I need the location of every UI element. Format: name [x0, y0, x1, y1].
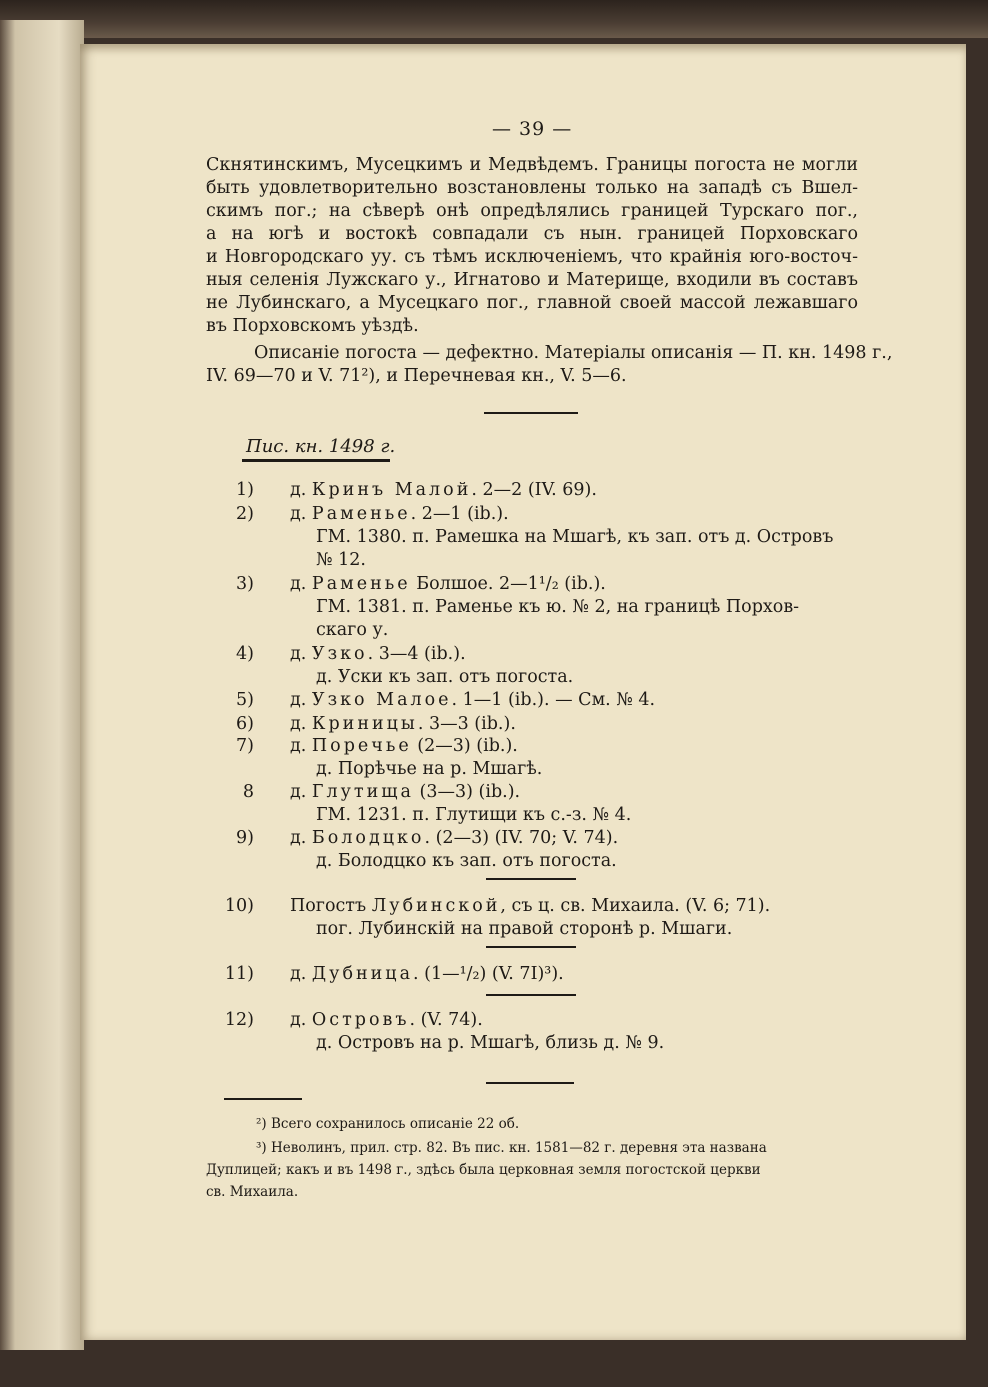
entry-place-name: Лубинской	[371, 896, 501, 916]
entry-data: . (2—3) (IV. 70; V. 74).	[424, 828, 619, 848]
entry-note: ГМ. 1381. п. Раменье къ ю. № 2, на границѣ Порхов-	[316, 597, 800, 617]
entry-number: 4)	[236, 644, 254, 664]
entry-number: 5)	[236, 690, 254, 710]
page-number: — 39 —	[492, 118, 573, 140]
entry-note: скаго у.	[316, 620, 389, 640]
entry-type: д.	[290, 504, 307, 524]
entry-data: . 2—1 (ib.).	[410, 504, 509, 524]
entry-body	[290, 714, 516, 734]
book-top-edge	[0, 0, 988, 38]
entry-body	[290, 782, 520, 802]
entry-data: (2—3) (ib.).	[411, 736, 518, 756]
entry-divider	[486, 994, 576, 996]
entry-place-name: Криницы	[311, 714, 418, 734]
entry-place-name: Глутища	[311, 782, 414, 802]
entry-number: 1)	[236, 480, 254, 500]
intro-line: въ Порховскомъ уѣздѣ.	[206, 316, 419, 336]
entry-body	[290, 1010, 483, 1030]
entry-data: , съ ц. св. Михаила. (V. 6; 71).	[500, 896, 771, 916]
entry-type: д.	[290, 714, 307, 734]
entry-body	[290, 480, 597, 500]
description-line: Описаніе погоста — дефектно. Матеріалы описанія — П. кн. 1498 г.,	[254, 343, 893, 363]
entry-data: (3—3) (ib.).	[413, 782, 521, 802]
entry-note: № 12.	[316, 550, 366, 570]
entry-body	[290, 964, 564, 984]
entry-type: д.	[290, 690, 307, 710]
entry-place-name: Дубница	[311, 964, 413, 984]
entry-place-name: Раменье	[311, 504, 411, 524]
entry-body	[290, 828, 618, 848]
end-divider	[486, 1082, 574, 1084]
entry-divider	[486, 878, 576, 880]
intro-line: не Лубинскаго, а Мусецкаго пог., главной своей массой лежавшаго	[206, 293, 858, 313]
heading-underline	[242, 459, 390, 462]
entry-data: . 3—4 (ib.).	[367, 644, 466, 664]
entry-number: 10)	[224, 896, 254, 916]
entry-number: 12)	[224, 1010, 254, 1030]
entry-type: д.	[290, 736, 307, 756]
entry-place-name: Болодцко	[311, 828, 425, 848]
entry-note: д. Уски къ зап. отъ погоста.	[316, 667, 574, 687]
entry-number: 7)	[236, 736, 254, 756]
entry-body	[290, 736, 518, 756]
intro-line: и Новгородскаго уу. съ тѣмъ исключеніемъ, что крайнія юго-восточ-	[206, 247, 858, 267]
entry-data: . (1—¹/₂) (V. 7I)³).	[413, 964, 564, 984]
entry-place-name: Кринъ Малой	[311, 480, 472, 500]
entry-number: 6)	[236, 714, 254, 734]
section-heading: Пис. кн. 1498 г.	[246, 436, 396, 457]
entry-note: ГМ. 1380. п. Рамешка на Мшагѣ, къ зап. отъ д. Островъ	[316, 527, 834, 547]
description-paragraph	[206, 342, 893, 388]
entry-type: д.	[290, 644, 307, 664]
entry-body	[290, 644, 466, 664]
intro-line: а на югѣ и востокѣ совпадали съ нын. границей Порховскаго	[206, 224, 858, 244]
entry-type: д.	[290, 782, 307, 802]
entry-type: д.	[290, 480, 307, 500]
entry-data: . 1—1 (ib.). — См. № 4.	[451, 690, 656, 710]
entry-place-name: Раменье	[311, 574, 411, 594]
intro-line: скимъ пог.; на сѣверѣ онѣ опредѣлялись границей Турскаго пог.,	[206, 201, 858, 221]
entry-data: . 2—2 (IV. 69).	[471, 480, 597, 500]
entry-note: д. Болодцко къ зап. отъ погоста.	[316, 851, 617, 871]
footnote-3-line: Дуплицей; какъ и въ 1498 г., здѣсь была церковная земля погостской церкви	[206, 1162, 761, 1178]
entry-body	[290, 504, 509, 524]
entry-place-name: Узко Малое	[311, 690, 452, 710]
entry-note: д. Порѣчье на р. Мшагѣ.	[316, 759, 543, 779]
entry-type: д.	[290, 964, 307, 984]
entry-number: 9)	[236, 828, 254, 848]
footnote-3-line: ³) Неволинъ, прил. стр. 82. Въ пис. кн. 1581—82 г. деревня эта названа	[256, 1140, 767, 1156]
entry-data: . (V. 74).	[409, 1010, 483, 1030]
entry-data: . 3—3 (ib.).	[417, 714, 516, 734]
entry-body	[290, 896, 770, 916]
entry-number: 8	[242, 782, 254, 802]
intro-line: ныя селенія Лужскаго у., Игнатово и Материще, входили въ составъ	[206, 270, 858, 290]
footnote-3-line: св. Михаила.	[206, 1184, 299, 1200]
entry-type: д.	[290, 828, 307, 848]
entry-body	[290, 574, 606, 594]
book-left-page-edge	[0, 20, 84, 1350]
intro-line: Скнятинскимъ, Мусецкимъ и Медвѣдемъ. Границы погоста не могли	[206, 155, 858, 175]
intro-line: быть удовлетворительно возстановлены только на западѣ съ Вшел-	[206, 178, 858, 198]
intro-paragraph	[206, 154, 858, 338]
section-divider	[484, 412, 578, 414]
entry-divider	[486, 946, 576, 948]
entry-data: Болшое. 2—1¹/₂ (ib.).	[410, 574, 606, 594]
entry-note: пог. Лубинскій на правой сторонѣ р. Мшаги.	[316, 919, 733, 939]
description-line: IV. 69—70 и V. 71²), и Перечневая кн., V. 5—6.	[206, 366, 627, 386]
entry-type: д.	[290, 574, 307, 594]
entry-number: 2)	[236, 504, 254, 524]
entry-type: д.	[290, 1010, 307, 1030]
entry-number: 11)	[224, 964, 254, 984]
entry-note: д. Островъ на р. Мшагѣ, близь д. № 9.	[316, 1033, 665, 1053]
entry-type: Погостъ	[290, 896, 367, 916]
entry-note: ГМ. 1231. п. Глутищи къ с.-з. № 4.	[316, 805, 632, 825]
entry-place-name: Узко	[311, 644, 368, 664]
entry-body	[290, 690, 655, 710]
entry-place-name: Поречье	[311, 736, 412, 756]
book-page	[80, 44, 966, 1340]
footnote-rule	[224, 1098, 302, 1100]
entry-place-name: Островъ	[311, 1010, 410, 1030]
footnote-2: ²) Всего сохранилось описаніе 22 об.	[256, 1116, 520, 1132]
entry-number: 3)	[236, 574, 254, 594]
